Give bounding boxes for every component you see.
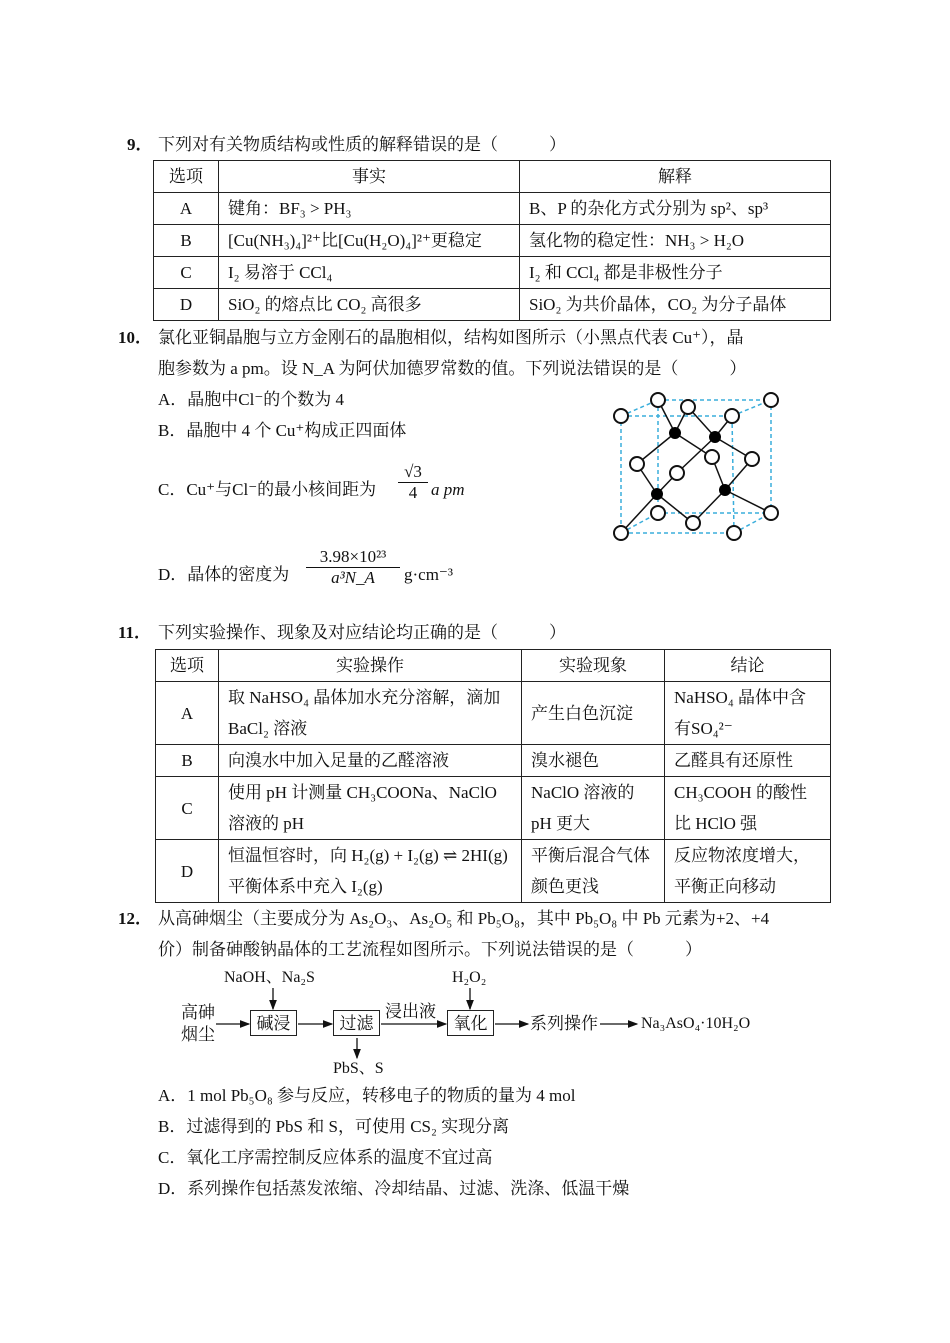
cell: 使用 pH 计测量 CH₃COONa、NaClO 溶液的 pH [219,777,522,840]
cell: C [156,777,219,840]
reagent-label: NaOH、Na₂S [224,969,315,986]
header-cell: 选项 [156,650,219,682]
cell: 溴水褪色 [522,745,665,777]
cell: SiO₂ 的熔点比 CO₂ 高很多 [219,289,520,321]
q12-stem-line1: 从高砷烟尘（主要成分为 As₂O₃、As₂O₅ 和 Pb₅O₈，其中 Pb₅O₈ 中 Pb 元素为+2、+4 [158,909,770,928]
filtrate-label: 浸出液 [385,1002,436,1021]
cell: B、P 的杂化方式分别为 sp²、sp³ [520,193,831,225]
cell: 键角：BF₃ > PH₃ [219,193,520,225]
q12-option-b: B．过滤得到的 PbS 和 S，可使用 CS₂ 实现分离 [158,1117,510,1136]
q11-stem: 下列实验操作、现象及对应结论均正确的是（ ） [158,623,566,642]
cell: B [154,225,219,257]
product-label: Na₃AsO₄·10H₂O [641,1015,751,1032]
q12-number: 12． [118,909,152,928]
cell: 恒温恒容时，向 H₂(g) + I₂(g) ⇌ 2HI(g)平衡体系中充入 I₂(g) [219,840,522,903]
q10-number: 10． [118,328,152,347]
numerator: √3 [404,462,422,481]
cell: I₂ 和 CCl₄ 都是非极性分子 [520,257,831,289]
cell: 取 NaHSO₄ 晶体加水充分溶解，滴加 BaCl₂ 溶液 [219,682,522,745]
raw-material-label: 烟尘 [181,1025,215,1044]
cell: SiO₂ 为共价晶体，CO₂ 为分子晶体 [520,289,831,321]
reagent-label: H₂O₂ [452,969,487,986]
q12-stem-line2: 价）制备砷酸钠晶体的工艺流程如图所示。下列说法错误的是（ ） [158,940,702,959]
step-box-filter: 过滤 [333,1010,380,1036]
step-series-operations: 系列操作 [530,1014,598,1033]
raw-material-label: 高砷 [181,1003,215,1022]
cell: A [156,682,219,745]
q11-number: 11． [118,623,152,642]
header-cell: 事实 [219,161,520,193]
q9-stem: 下列对有关物质结构或性质的解释错误的是（ ） [158,135,566,154]
header-cell: 结论 [665,650,831,682]
step-box-alkali-leach: 碱浸 [250,1010,297,1036]
cell: D [154,289,219,321]
cell: CH₃COOH 的酸性比 HClO 强 [665,777,831,840]
q12-option-a: A．1 mol Pb₅O₈ 参与反应，转移电子的物质的量为 4 mol [158,1086,576,1105]
q10-option-d-text: D．晶体的密度为 [158,565,290,584]
q12-option-d: D．系列操作包括蒸发浓缩、冷却结晶、过滤、洗涤、低温干燥 [158,1179,630,1198]
cell: [Cu(NH₃)₄]²⁺比[Cu(H₂O)₄]²⁺更稳定 [219,225,520,257]
header-cell: 实验现象 [522,650,665,682]
cell: A [154,193,219,225]
q10-option-b: B．晶胞中 4 个 Cu⁺构成正四面体 [158,421,407,440]
cell: NaClO 溶液的pH 更大 [522,777,665,840]
cell: B [156,745,219,777]
denominator: a³N_A [306,567,400,588]
q9-number: 9． [127,135,153,154]
q10-option-c-unit: a pm [431,480,465,499]
cell: 平衡后混合气体颜色更浅 [522,840,665,903]
q10-stem-line1: 氯化亚铜晶胞与立方金刚石的晶胞相似，结构如图所示（小黑点代表 Cu⁺），晶 [158,328,744,347]
numerator: 3.98×10²³ [319,547,387,566]
step-box-oxidize: 氧化 [447,1010,494,1036]
cell: D [156,840,219,903]
cell: 产生白色沉淀 [522,682,665,745]
q10-stem-line2: 胞参数为 a pm。设 N_A 为阿伏加德罗常数的值。下列说法错误的是（ ） [158,359,747,378]
residue-label: PbS、S [333,1060,384,1077]
header-cell: 实验操作 [219,650,522,682]
header-cell: 解释 [520,161,831,193]
cell: 反应物浓度增大，平衡正向移动 [665,840,831,903]
q10-option-d-unit: g·cm⁻³ [404,565,453,584]
q12-option-c: C．氧化工序需控制反应体系的温度不宜过高 [158,1148,493,1167]
header-cell: 选项 [154,161,219,193]
cell: C [154,257,219,289]
cell: 氢化物的稳定性：NH₃ > H₂O [520,225,831,257]
q10-option-a: A．晶胞中Cl⁻的个数为 4 [158,390,345,409]
cell: I₂ 易溶于 CCl₄ [219,257,520,289]
cell: 向溴水中加入足量的乙醛溶液 [219,745,522,777]
cell: NaHSO₄ 晶体中含有SO₄²⁻ [665,682,831,745]
q10-option-c-text: C．Cu⁺与Cl⁻的最小核间距为 [158,480,377,499]
denominator: 4 [398,482,428,503]
cell: 乙醛具有还原性 [665,745,831,777]
